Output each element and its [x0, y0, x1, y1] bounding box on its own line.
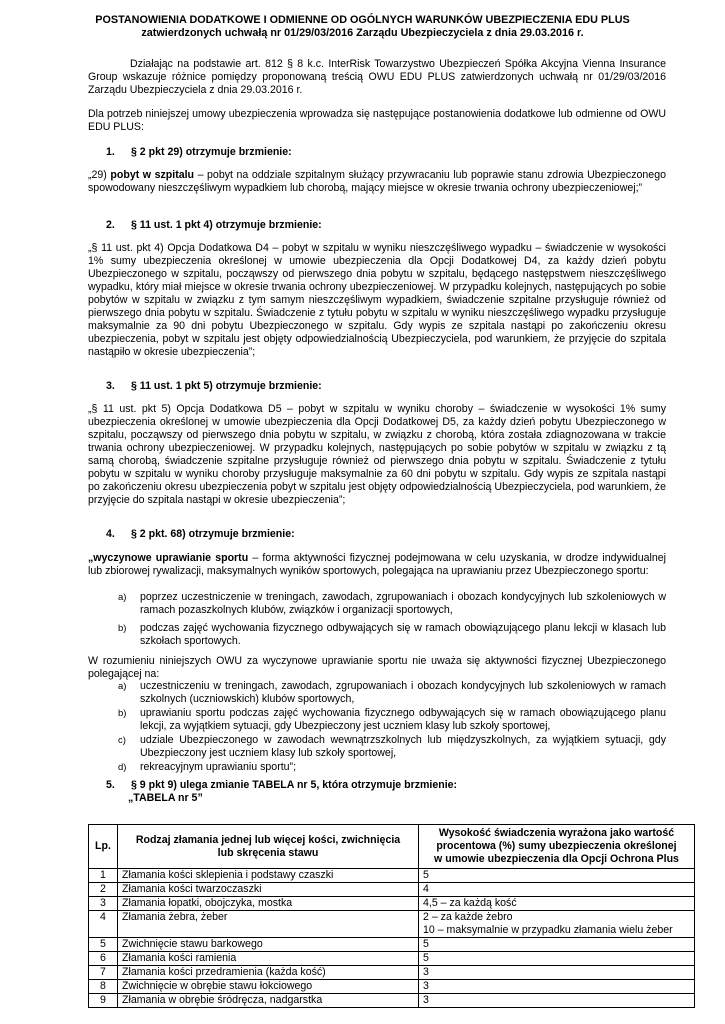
section-number: 5.	[106, 779, 115, 791]
cell-lp: 1	[89, 869, 118, 883]
table-row	[89, 952, 695, 966]
section-4-list-2	[88, 680, 666, 774]
cell-lp: 7	[89, 966, 118, 980]
list-item-text: uczestniczeniu w treningach, zawodach, zgrupowaniach i obozach kondycyjnych lub szkoleniowych w ramach szkolnych (uczniowskich) klubów sportowych,	[140, 680, 666, 705]
cell-type: Zwichnięcie w obrębie stawu łokciowego	[118, 980, 419, 994]
cell-lp: 4	[89, 911, 118, 938]
table-row	[89, 869, 695, 883]
intro-paragraph-1: Działając na podstawie art. 812 § 8 k.c. InterRisk Towarzystwo Ubezpieczeń Spółka Akcyjna Vienna Insurance Group wskazuje różnice pomiędzy proponowaną treścią OWU EDU PLUS zatwierdzonych uchwałą nr 01/29/03/2016 Zarządu Ubezpieczyciela z dnia 29.03.2016 r.	[88, 58, 666, 96]
list-marker: c)	[118, 735, 126, 746]
cell-benefit: 3	[419, 980, 695, 994]
cell-type: Złamania kości ramienia	[118, 952, 419, 966]
list-item	[88, 707, 666, 733]
section-number: 4.	[106, 528, 115, 540]
document-title	[60, 14, 665, 40]
cell-type: Złamania kości twarzoczaszki	[118, 883, 419, 897]
cell-lp: 3	[89, 897, 118, 911]
section-5-subheading: „TABELA nr 5”	[128, 792, 203, 804]
list-item	[88, 734, 666, 760]
cell-benefit: 5	[419, 869, 695, 883]
table-row	[89, 994, 695, 1008]
table-row	[89, 980, 695, 994]
cell-benefit-line-2: 10 – maksymalnie w przypadku złamania wielu żeber	[423, 924, 673, 936]
section-1-body: – pobyt na oddziale szpitalnym służący przywracaniu lub poprawie stanu zdrowia Ubezpieczonego spowodowany nieszczęśliwym wypadkiem lub chorobą, mający miejsce w okresie trwania ochrony ubezpieczeniowej;”	[88, 169, 666, 194]
benefit-table	[88, 824, 695, 1008]
cell-lp: 9	[89, 994, 118, 1008]
list-item-text: rekreacyjnym uprawianiu sportu”;	[140, 761, 297, 773]
column-header-benefit: Wysokość świadczenia wyrażona jako wartość procentowa (%) sumy ubezpieczenia określonej w umowie ubezpieczenia dla Opcji Ochrona Plus	[419, 825, 695, 869]
cell-benefit: 3	[419, 966, 695, 980]
section-4-body: – forma aktywności fizycznej podejmowana w celu uzyskania, w drodze indywidualnej lub zbiorowej rywalizacji, maksymalnych wyników sportowych, polegająca na uprawianiu przez Ubezpieczonego sportu:	[88, 552, 666, 577]
cell-lp: 2	[89, 883, 118, 897]
table-header-row	[89, 825, 695, 869]
column-header-type: Rodzaj złamania jednej lub więcej kości, zwichnięcia lub skręcenia stawu	[118, 825, 419, 869]
section-title: § 9 pkt 9) ulega zmianie TABELA nr 5, która otrzymuje brzmienie:	[130, 779, 458, 791]
table-row	[89, 883, 695, 897]
table-row	[89, 938, 695, 952]
section-1-heading	[88, 146, 292, 159]
list-marker: a)	[118, 592, 127, 603]
section-number: 3.	[106, 380, 115, 392]
section-title: § 11 ust. 1 pkt 5) otrzymuje brzmienie:	[130, 380, 322, 392]
column-header-lp: Lp.	[89, 825, 118, 869]
list-item	[88, 761, 666, 774]
cell-lp: 6	[89, 952, 118, 966]
cell-benefit: 4	[419, 883, 695, 897]
cell-benefit	[419, 911, 695, 938]
section-3-heading	[88, 380, 322, 393]
list-marker: a)	[118, 681, 127, 692]
list-marker: d)	[118, 762, 127, 773]
list-item-text: uprawianiu sportu podczas zajęć wychowania fizycznego odbywających się w ramach obowiązującego planu lekcji, za wyjątkiem sytuacji, gdy Ubezpieczony jest uczniem klasy lub szkoły sportowej,	[140, 707, 666, 732]
list-item	[88, 591, 666, 617]
section-4-text-2: W rozumieniu niniejszych OWU za wyczynowe uprawianie sportu nie uważa się aktywności fizycznej Ubezpieczonego polegającej na:	[88, 655, 666, 680]
section-title: § 11 ust. 1 pkt 4) otrzymuje brzmienie:	[130, 219, 322, 231]
cell-benefit-line-1: 2 – za każde żebro	[423, 911, 513, 923]
section-4-heading	[88, 528, 295, 541]
section-2-heading	[88, 219, 322, 232]
section-title: § 2 pkt. 68) otrzymuje brzmienie:	[130, 528, 295, 540]
cell-type: Złamania w obrębie śródręcza, nadgarstka	[118, 994, 419, 1008]
cell-type: Złamania kości sklepienia i podstawy czaszki	[118, 869, 419, 883]
section-1-prefix: „29)	[88, 169, 111, 181]
cell-benefit: 4,5 – za każdą kość	[419, 897, 695, 911]
intro-paragraph-2: Dla potrzeb niniejszej umowy ubezpieczenia wprowadza się następujące postanowienia dodatkowe lub odmienne od OWU EDU PLUS:	[88, 108, 666, 133]
list-item	[88, 680, 666, 706]
list-item-text: udziale Ubezpieczonego w zawodach wewnątrzszkolnych lub międzyszkolnych, za wyjątkiem sytuacji, gdy Ubezpieczony jest uczniem klasy lub szkoły sportowej,	[140, 734, 666, 759]
cell-lp: 5	[89, 938, 118, 952]
list-marker: b)	[118, 623, 127, 634]
title-line-1: POSTANOWIENIA DODATKOWE I ODMIENNE OD OGÓLNYCH WARUNKÓW UBEZPIECZENIA EDU PLUS	[95, 14, 630, 26]
cell-type: Złamania łopatki, obojczyka, mostka	[118, 897, 419, 911]
cell-benefit: 5	[419, 952, 695, 966]
section-number: 1.	[106, 146, 115, 158]
cell-type: Złamania żebra, żeber	[118, 911, 419, 938]
section-3-text: „§ 11 ust. pkt 5) Opcja Dodatkowa D5 – pobyt w szpitalu w wyniku choroby – świadczenie w wysokości 1% sumy ubezpieczenia określonej w umowie ubezpieczenia dla Opcji Dodatkowej D5, za każdy dzień pobytu Ubezpieczonego w szpitalu, począwszy od pierwszego dnia pobytu w szpitalu, w związku z chorobą, która została zdiagnozowana w trakcie trwania ochrony ubezpieczeniowej. W przypadku kolejnych, następujących po sobie pobytów w szpitalu w związku z tą samą chorobą, świadczenie szpitalne przysługuje również od pierwszego dnia pobytu w szpitalu. Świadczenie z tytułu pobytu w szpitalu w wyniku choroby przysługuje maksymalnie za 60 dni pobytu w szpitalu. Gdy wypis ze szpitala nastąpi po zakończeniu okresu ubezpieczenia pobyt w szpitalu jest objęty odpowiedzialnością Ubezpieczyciela, pod warunkiem, że przyjęcie do szpitala nastąpi w okresie ubezpieczenia”;	[88, 403, 666, 506]
section-4-text	[88, 552, 666, 578]
table-row	[89, 911, 695, 938]
cell-type: Zwichnięcie stawu barkowego	[118, 938, 419, 952]
title-line-2: zatwierdzonych uchwałą nr 01/29/03/2016 Zarządu Ubezpieczyciela z dnia 29.03.2016 r.	[141, 27, 584, 39]
list-item	[88, 622, 666, 648]
section-title: § 2 pkt 29) otrzymuje brzmienie:	[130, 146, 292, 158]
section-4-list-1	[88, 591, 666, 648]
table-row	[89, 897, 695, 911]
list-marker: b)	[118, 708, 127, 719]
section-1-text	[88, 169, 666, 195]
list-item-text: poprzez uczestniczenie w treningach, zawodach, zgrupowaniach i obozach kondycyjnych lub szkoleniowych w ramach pozaszkolnych klubów, związków i organizacji sportowych,	[140, 591, 666, 616]
cell-type: Złamania kości przedramienia (każda kość)	[118, 966, 419, 980]
cell-lp: 8	[89, 980, 118, 994]
section-number: 2.	[106, 219, 115, 231]
cell-benefit: 3	[419, 994, 695, 1008]
table-row	[89, 966, 695, 980]
list-item-text: podczas zajęć wychowania fizycznego odbywających się w ramach obowiązującego planu lekcji w klasach lub szkołach sportowych.	[140, 622, 666, 647]
section-1-term: pobyt w szpitalu	[110, 169, 195, 181]
cell-benefit: 5	[419, 938, 695, 952]
section-2-text: „§ 11 ust. pkt 4) Opcja Dodatkowa D4 – pobyt w szpitalu w wyniku nieszczęśliwego wypadku – świadczenie w wysokości 1% sumy ubezpieczenia określonej w umowie ubezpieczenia dla Opcji Dodatkowej D4, za każdy dzień pobytu Ubezpieczonego w szpitalu, począwszy od pierwszego dnia pobytu w szpitalu, będącego następstwem nieszczęśliwego wypadku, który miał miejsce w okresie trwania ochrony ubezpieczeniowej. W przypadku kolejnych, następujących po sobie pobytów w szpitalu w związku z tym samym nieszczęśliwym wypadkiem, świadczenie szpitalne przysługuje również od pierwszego dnia pobytu w szpitalu. Świadczenie z tytułu pobytu w szpitalu w wyniku nieszczęśliwego wypadku przysługuje maksymalnie za 90 dni pobytu Ubezpieczonego w szpitalu. Gdy wypis ze szpitala nastąpi po zakończeniu okresu ubezpieczenia, pobyt w szpitalu jest objęty odpowiedzialnością Ubezpieczyciela, pod warunkiem, że przyjęcie do szpitala nastąpiło w okresie ubezpieczenia”;	[88, 242, 666, 358]
section-4-term: „wyczynowe uprawianie sportu	[88, 552, 249, 564]
section-5-heading	[88, 779, 457, 792]
